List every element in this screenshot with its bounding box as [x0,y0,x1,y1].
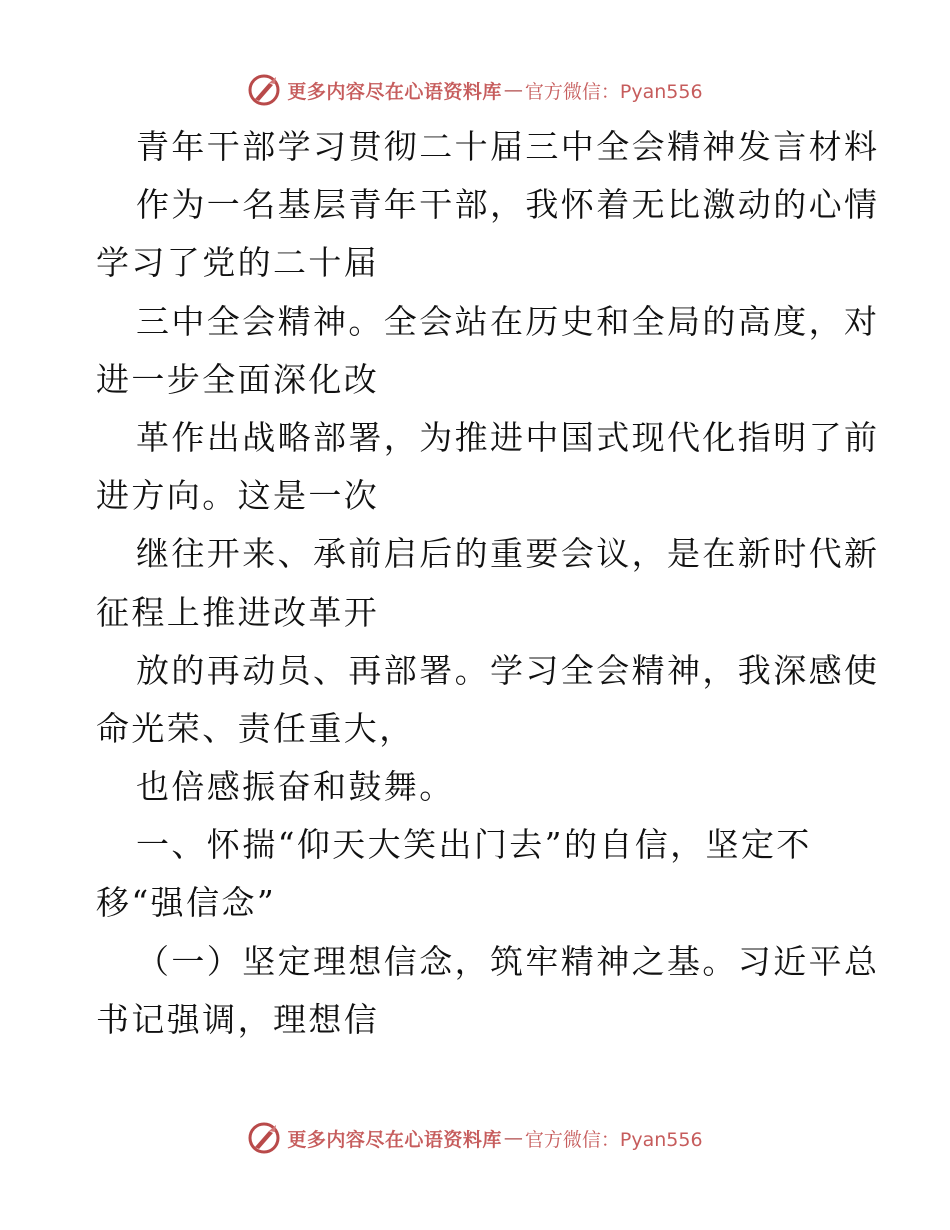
paragraph-line: 学习了党的二十届 [96,243,380,283]
section-heading-continued: 移“强信念” [96,883,277,923]
paragraph-line: 放的再动员、再部署。学习全会精神，我深感使 [136,650,880,690]
paragraph-line: 书记强调，理想信 [96,999,380,1039]
paragraph-line: 进方向。这是一次 [96,476,380,516]
header-watermark [0,70,950,110]
watermark-separator: — [503,79,523,101]
paragraph-line: 也倍感振奋和鼓舞。 [136,767,455,807]
document-title: 青年干部学习贯彻二十届三中全会精神发言材料 [136,127,880,166]
paragraph-line: 三中全会精神。全会站在历史和全局的高度，对 [136,301,880,341]
paragraph-line: 命光荣、责任重大， [96,708,415,748]
footer-watermark [0,1118,950,1158]
paragraph-line: 征程上推进改革开 [96,592,380,632]
quill-logo-icon [247,1121,281,1155]
watermark-separator: — [503,1127,523,1149]
document-body [96,118,880,1049]
paragraph-line: 继往开来、承前启后的重要会议，是在新时代新 [136,534,880,574]
paragraph-line: 进一步全面深化改 [96,359,380,399]
paragraph-line: 革作出战略部署，为推进中国式现代化指明了前 [136,417,880,457]
quill-logo-icon [247,73,281,107]
watermark-text: 更多内容尽在心语资料库 [287,1128,502,1151]
watermark-text: 更多内容尽在心语资料库 [287,80,502,103]
watermark-contact: 官方微信：Pyan556 [524,80,703,103]
watermark-contact: 官方微信：Pyan556 [524,1128,703,1151]
paragraph-line: 作为一名基层青年干部，我怀着无比激动的心情 [136,185,880,225]
subsection-heading: （一）坚定理想信念，筑牢精神之基。习近平总 [136,941,880,981]
section-heading: 一、怀揣“仰天大笑出门去”的自信，坚定不 [136,825,812,865]
